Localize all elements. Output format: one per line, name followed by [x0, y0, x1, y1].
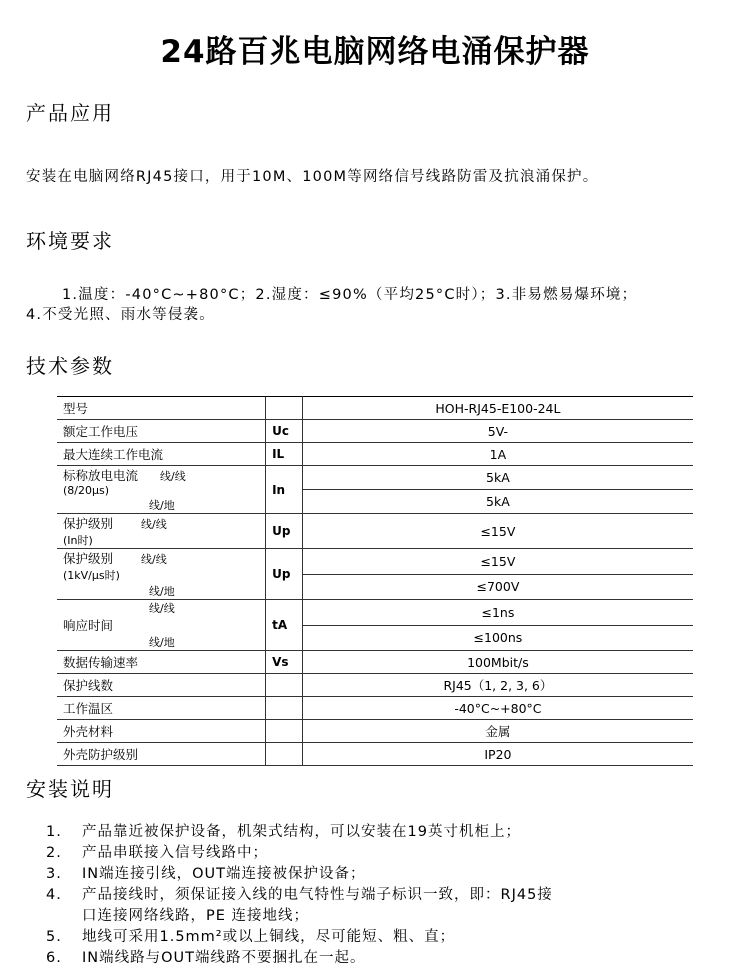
model-label: 型号: [57, 397, 266, 420]
response-sub1: 线/线: [149, 602, 175, 615]
rate-label: 数据传输速率: [57, 651, 266, 674]
specs-heading: 技术参数: [26, 354, 114, 378]
discharge-sub2: 线/地: [149, 499, 175, 512]
protect-1kv-symbol: Up: [266, 549, 303, 600]
shell-label: 外壳材料: [57, 720, 266, 743]
discharge-value-1: 5kA: [302, 466, 693, 490]
protect-1kv-label-cell: [57, 549, 266, 600]
max-current-symbol: IL: [266, 443, 303, 466]
list-item: 5. 地线可采用1.5mm²或以上铜线，尽可能短、粗、直；: [46, 929, 456, 945]
table-row: [57, 743, 693, 766]
environment-heading: 环境要求: [26, 229, 114, 253]
table-row: [57, 674, 693, 697]
install-list: [46, 820, 553, 967]
lines-value: RJ45（1, 2, 3, 6）: [302, 674, 693, 697]
discharge-waveform: (8/20μs): [63, 484, 110, 497]
model-value: HOH-RJ45-E100-24L: [302, 397, 693, 420]
rate-symbol: Vs: [266, 651, 303, 674]
table-row: [57, 443, 693, 466]
protect-1kv-sub: (1kV/μs时): [63, 569, 120, 582]
rated-voltage-label: 额定工作电压: [57, 420, 266, 443]
table-row: [57, 466, 693, 490]
list-item: 3. IN端连接引线，OUT端连接被保护设备；: [46, 866, 366, 882]
application-heading: 产品应用: [26, 101, 114, 125]
environment-line-1: 1.温度：-40°C~+80°C；2.湿度：≤90%（平均25°C时）；3.非易燃易爆环境；: [62, 287, 638, 303]
discharge-label: 标称放电电流: [63, 468, 139, 483]
response-sub2: 线/地: [149, 636, 175, 649]
protect-in-label: 保护级别: [63, 516, 114, 531]
protect-in-sub: (In时): [63, 534, 93, 547]
list-item: 4. 产品接线时，须保证接入线的电气特性与端子标识一致，即：RJ45接: [46, 887, 553, 903]
protect-in-value: ≤15V: [302, 514, 693, 549]
table-row: [57, 720, 693, 743]
response-value-1: ≤1ns: [302, 600, 693, 626]
temp-label: 工作温区: [57, 697, 266, 720]
max-current-value: 1A: [302, 443, 693, 466]
list-item: 2. 产品串联接入信号线路中；: [46, 845, 268, 861]
response-value-2: ≤100ns: [302, 625, 693, 651]
max-current-label: 最大连续工作电流: [57, 443, 266, 466]
page-title: 24路百兆电脑网络电涌保护器: [160, 34, 590, 70]
rate-value: 100Mbit/s: [302, 651, 693, 674]
model-symbol: [266, 397, 303, 420]
lines-label: 保护线数: [57, 674, 266, 697]
table-row: [57, 600, 693, 626]
rated-voltage-value: 5V-: [302, 420, 693, 443]
list-item: 1. 产品靠近被保护设备，机架式结构，可以安装在19英寸机柜上；: [46, 824, 521, 840]
response-symbol: tA: [266, 600, 303, 651]
list-item-continuation: 口连接网络线路，PE 连接地线；: [82, 908, 310, 924]
protect-1kv-label: 保护级别: [63, 551, 114, 566]
ip-label: 外壳防护级别: [57, 743, 266, 766]
discharge-value-2: 5kA: [302, 490, 693, 514]
list-item: 6. IN端线路与OUT端线路不要捆扎在一起。: [46, 950, 366, 966]
table-row: [57, 420, 693, 443]
protect-1kv-sub1: 线/线: [141, 553, 167, 566]
table-row: [57, 514, 693, 549]
temp-value: -40°C~+80°C: [302, 697, 693, 720]
shell-value: 金属: [302, 720, 693, 743]
response-label: 响应时间: [63, 618, 114, 633]
spec-table: [57, 396, 693, 766]
protect-in-symbol: Up: [266, 514, 303, 549]
protect-1kv-value-1: ≤15V: [302, 549, 693, 575]
discharge-symbol: In: [266, 466, 303, 514]
ip-value: IP20: [302, 743, 693, 766]
rated-voltage-symbol: Uc: [266, 420, 303, 443]
response-label-cell: [57, 600, 266, 651]
table-row: [57, 651, 693, 674]
protect-1kv-sub2: 线/地: [149, 585, 175, 598]
application-text: 安装在电脑网络RJ45接口，用于10M、100M等网络信号线路防雷及抗浪涌保护。: [26, 169, 599, 185]
table-row: [57, 549, 693, 575]
table-row: [57, 397, 693, 420]
protect-in-label-cell: [57, 514, 266, 549]
table-row: [57, 697, 693, 720]
protect-1kv-value-2: ≤700V: [302, 574, 693, 600]
protect-in-sub1: 线/线: [141, 518, 167, 531]
discharge-label-cell: [57, 466, 266, 514]
environment-line-2: 4.不受光照、雨水等侵袭。: [26, 307, 215, 323]
install-heading: 安装说明: [26, 777, 114, 801]
discharge-sub1: 线/线: [160, 470, 186, 483]
